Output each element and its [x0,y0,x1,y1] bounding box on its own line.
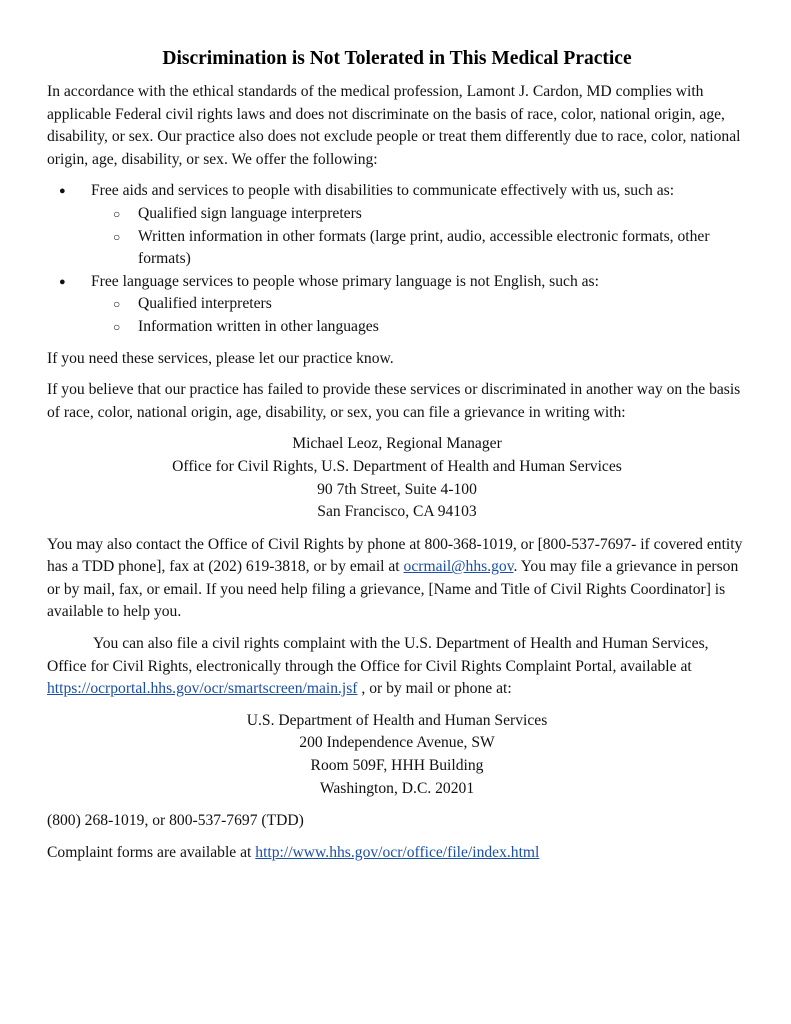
circle-bullet-icon: ○ [113,229,121,244]
service-text: Free aids and services to people with disabilities to communicate effectively with us, such as: [91,182,675,200]
address-line: Office for Civil Rights, U.S. Department of Health and Human Services [172,457,622,475]
forms-text: Complaint forms are available at [47,843,256,861]
bullet-icon: ● [59,185,66,198]
complaint-text: , or by mail or phone at: [357,680,512,698]
list-item [91,203,747,226]
need-services-paragraph: If you need these services, please let our practice know. [47,349,394,367]
intro-paragraph: In accordance with the ethical standards of the medical profession, Lamont J. Cardon, MD complies with applicable Federal civil rights laws and does not discriminate on the basis of race, color, national origin, age, disability, or sex. Our practice also does not exclude people or treat them differently due to race, color, national origin, age, disability, or sex. We offer the following: [47,83,741,168]
page-title: Discrimination is Not Tolerated in This Medical Practice [162,48,632,69]
sub-item-text: Qualified interpreters [138,295,272,313]
list-item [91,226,747,271]
address-line: U.S. Department of Health and Human Services [246,711,548,729]
sub-item-text: Qualified sign language interpreters [138,204,362,222]
address-line: Room 509F, HHH Building [310,757,484,775]
list-item [91,316,747,339]
complaint-text: You can also file a civil rights complaint with the U.S. Department of Health and Human Services, Office for Civil Rights, electronically through the Office for Civil Rights Complaint Portal, available at [47,635,709,675]
circle-bullet-icon: ○ [113,319,121,334]
address-line: Michael Leoz, Regional Manager [292,435,502,453]
list-item [47,180,747,270]
services-list [47,180,747,338]
address-line: 200 Independence Avenue, SW [299,734,495,752]
grievance-paragraph: If you believe that our practice has failed to provide these services or discriminated in another way on the basis of race, color, national origin, age, disability, or sex, you can file a grievance in writing with: [47,381,741,421]
email-link[interactable]: ocrmail@hhs.gov [403,558,514,576]
complaint-paragraph [47,633,747,701]
regional-address-block [47,433,747,523]
sub-item-text: Written information in other formats (large print, audio, accessible electronic formats, other formats) [138,227,710,268]
sub-list [91,203,747,271]
address-line: San Francisco, CA 94103 [317,503,477,521]
list-item [91,293,747,316]
portal-link[interactable]: https://ocrportal.hhs.gov/ocr/smartscreen/main.jsf [47,680,358,698]
bullet-icon: ● [59,275,66,288]
circle-bullet-icon: ○ [113,297,121,312]
phones-paragraph: (800) 268-1019, or 800-537-7697 (TDD) [47,812,304,830]
hhs-address-block [47,710,747,800]
forms-link[interactable]: http://www.hhs.gov/ocr/office/file/index.html [255,843,540,861]
list-item [47,271,747,339]
forms-paragraph [47,842,747,865]
address-line: Washington, D.C. 20201 [319,779,475,797]
sub-list [91,293,747,338]
document-page [47,46,747,873]
circle-bullet-icon: ○ [113,206,121,221]
sub-item-text: Information written in other languages [138,317,379,335]
contact-text: You may also contact the Office of Civil Rights by phone at 800-368-1019, or [800-537-7697- if covered entity has a TDD phone], fax at (202) 619-3818, or by email at [47,535,743,576]
contact-paragraph [47,534,747,624]
service-text: Free language services to people whose primary language is not English, such as: [91,272,599,290]
address-line: 90 7th Street, Suite 4-100 [317,480,477,498]
contact-text: . You may file a grievance in person or by mail, fax, or email. If you need help filing a grievance, [Name and Title of Civil Rights Coordinator] is available to help you. [47,558,739,621]
